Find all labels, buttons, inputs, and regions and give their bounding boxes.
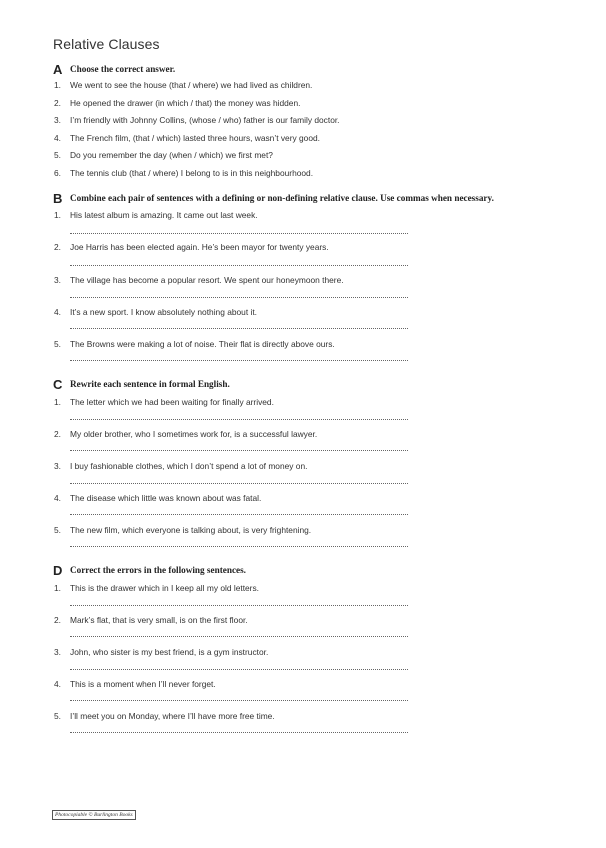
answer-line[interactable] [70,546,408,547]
item-text: The tennis club (that / where) I belong to is in this neighbourhood. [70,167,314,178]
section-letter: C [53,377,63,392]
answer-line[interactable] [70,483,408,484]
answer-line[interactable] [70,360,408,361]
section-instruction: Combine each pair of sentences with a defining or non-defining relative clause. Use commas when necessary. [70,193,494,203]
section-letter: B [53,191,63,206]
answer-line[interactable] [70,297,408,298]
answer-line[interactable] [70,233,408,234]
item-text: Mark’s flat, that is very small, is on the first floor. [70,615,248,625]
item-text: My older brother, who I sometimes work for, is a successful lawyer. [70,429,318,439]
item-number: 6. [54,167,61,178]
item-number: 5. [54,150,61,160]
item-text: I’m friendly with Johnny Collins, (whose / who) father is our family doctor. [70,115,340,125]
item-text: The letter which we had been waiting for finally arrived. [70,397,274,407]
item-number: 2. [54,615,61,625]
item-number: 5. [54,525,61,535]
item-text: I buy fashionable clothes, which I don’t spend a lot of money on. [70,461,308,471]
copyright-footer: Photocopiable © Burlington Books [52,810,136,820]
answer-line[interactable] [70,265,408,266]
item-number: 3. [54,647,61,657]
answer-line[interactable] [70,669,408,670]
answer-line[interactable] [70,514,408,515]
item-number: 4. [54,679,61,689]
item-text: He opened the drawer (in which / that) the money was hidden. [70,97,301,108]
item-number: 1. [54,80,61,90]
item-text: This is a moment when I’ll never forget. [70,679,216,689]
answer-line[interactable] [70,732,408,733]
item-text: The French film, (that / which) lasted three hours, wasn’t very good. [70,132,320,143]
item-number: 5. [54,339,61,349]
answer-line[interactable] [70,605,408,606]
item-number: 3. [54,115,61,125]
item-number: 4. [54,307,61,317]
item-text: Do you remember the day (when / which) we first met? [70,150,273,160]
item-number: 3. [54,275,61,285]
section-letter: A [53,62,63,77]
page-title: Relative Clauses [53,36,160,52]
answer-line[interactable] [70,450,408,451]
item-number: 2. [54,97,61,108]
item-text: The new film, which everyone is talking about, is very frightening. [70,525,312,535]
item-text: Joe Harris has been elected again. He’s been mayor for twenty years. [70,242,329,252]
item-number: 1. [54,583,61,593]
item-number: 2. [54,242,61,252]
section-d [53,563,533,721]
item-number: 1. [54,210,61,220]
item-text: It’s a new sport. I know absolutely nothing about it. [70,307,257,317]
item-text: The village has become a popular resort. We spent our honeymoon there. [70,275,344,285]
answer-line[interactable] [70,419,408,420]
item-text: I’ll meet you on Monday, where I’ll have more free time. [70,711,275,721]
item-text: The disease which little was known about was fatal. [70,493,262,503]
item-text: John, who sister is my best friend, is a gym instructor. [70,647,269,657]
section-instruction: Rewrite each sentence in formal English. [70,379,230,389]
answer-line[interactable] [70,700,408,701]
item-number: 1. [54,397,61,407]
item-number: 5. [54,711,61,721]
answer-line[interactable] [70,328,408,329]
section-a [53,62,533,178]
item-text: This is the drawer which in I keep all my old letters. [70,583,259,593]
item-number: 3. [54,461,61,471]
item-number: 4. [54,493,61,503]
item-text: His latest album is amazing. It came out last week. [70,210,258,220]
item-number: 4. [54,132,61,143]
section-instruction: Choose the correct answer. [70,64,176,74]
answer-line[interactable] [70,636,408,637]
section-instruction: Correct the errors in the following sentences. [70,565,246,575]
item-number: 2. [54,429,61,439]
item-text: The Browns were making a lot of noise. Their flat is directly above ours. [70,339,335,349]
section-b [53,191,533,349]
section-c [53,377,533,535]
section-letter: D [53,563,63,578]
item-text: We went to see the house (that / where) we had lived as children. [70,80,313,90]
